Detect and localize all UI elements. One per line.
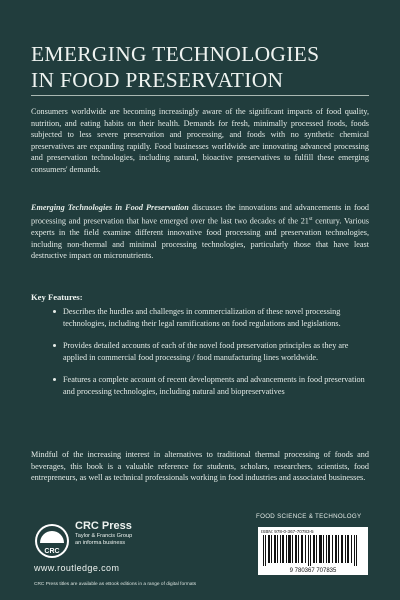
subject-label: FOOD SCIENCE & TECHNOLOGY [256, 513, 362, 520]
publisher-block [75, 520, 132, 547]
barcode-graphic [261, 535, 365, 573]
key-feature-item [53, 374, 369, 397]
publisher-group: Taylor & Francis Group [75, 533, 133, 539]
bullet-icon [53, 378, 56, 381]
book-title [31, 41, 376, 93]
publisher-name: CRC Press [75, 520, 132, 532]
paragraph-2-part-b: century. Various experts in the field examine different innovative food processing and preservation technologies, including non-thermal and minimal processing technologies, particularly those that have least destructive impact on micronutrients. [31, 216, 369, 261]
key-features-heading: Key Features: [31, 292, 83, 302]
title-divider [31, 95, 369, 96]
bullet-icon [53, 344, 56, 347]
isbn-barcode [258, 527, 368, 575]
publisher-url[interactable]: www.routledge.com [34, 563, 120, 573]
description-paragraph-3: Mindful of the increasing interest in alternatives to traditional thermal processing of foods and beverages, this book is a valuable reference for students, scholars, researchers, scientists, food entrepreneurs, as well as technical professionals working in food industries and associated businesses. [31, 450, 369, 483]
key-feature-item [53, 340, 369, 363]
key-feature-text: Describes the hurdles and challenges in commercialization of these novel processing technologies, including their legal ramifications on food regulations and legislations. [63, 307, 341, 328]
logo-letters: CRC [44, 548, 60, 555]
key-feature-text: Features a complete account of recent developments and advancements in food preservation and processing technologies, including natural and biopreservatives [63, 375, 365, 396]
book-title-italic: Emerging Technologies in Food Preservation [31, 203, 189, 212]
key-feature-item [53, 306, 369, 329]
bullet-icon [53, 310, 56, 313]
ebook-note: CRC Press titles are available as eBook editions in a range of digital formats [34, 582, 197, 587]
isbn-digits: 9 780367 707835 [289, 568, 337, 573]
publisher-tagline: an informa business [75, 540, 126, 546]
description-paragraph-2 [31, 202, 369, 262]
key-feature-text: Provides detailed accounts of each of the novel food preservation principles as they are applied in commercial food processing / food manufacturing lines worldwide. [63, 341, 349, 362]
title-line-1: EMERGING TECHNOLOGIES [31, 42, 320, 66]
isbn-label: ISBN: 978-0-367-70783-5 [261, 529, 314, 534]
paragraph-2-part-a: discusses the innovations and advancements in food processing and preservation that have emerged over the last two decades of the 21 [31, 203, 370, 226]
title-line-2: IN FOOD PRESERVATION [31, 68, 284, 92]
description-paragraph-1: Consumers worldwide are becoming increasingly aware of the significant impacts of food quality, nutrition, and eating habits on their health. Demands for fresh, minimally processed foods, foods subjected to less severe preservation and processing, and foods with no synthetic chemical preservatives are expanding rapidly. Food businesses worldwide are innovating advanced processing and preservation technologies, including natural, bioactive preservatives to fulfill these emerging consumers' demands. [31, 107, 369, 174]
crc-press-logo-icon [34, 523, 70, 559]
key-features-list [53, 306, 369, 409]
paragraph-2-superscript: st [308, 215, 313, 222]
